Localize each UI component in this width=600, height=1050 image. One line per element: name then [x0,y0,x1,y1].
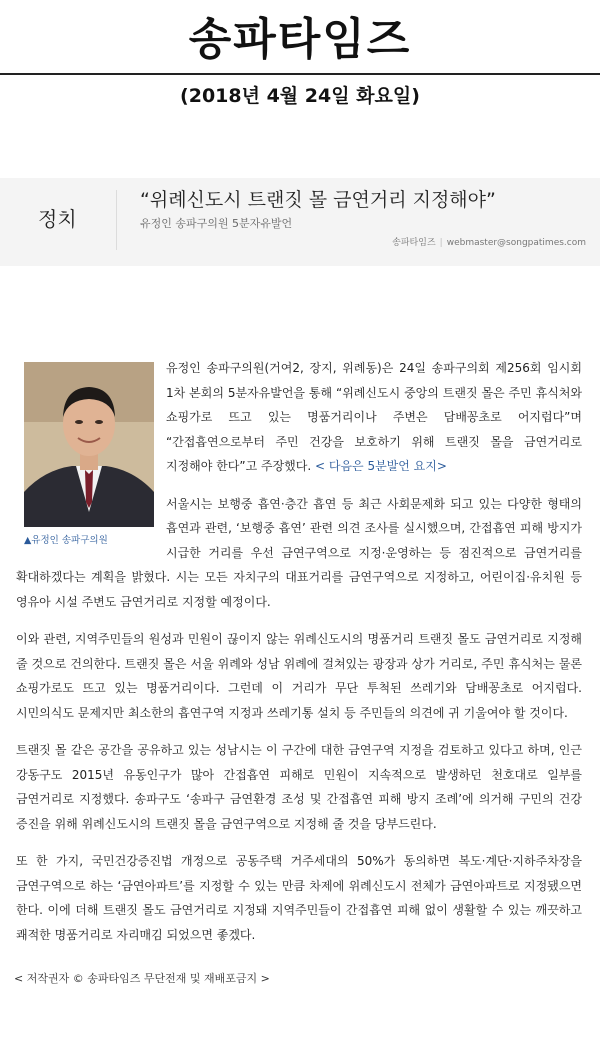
article-paragraph-4: 트랜짓 몰 같은 공간을 공유하고 있는 성남시는 이 구간에 대한 금연구역 지정을 검토하고 있다고 하며, 인근 강동구도 2015년 유동인구가 많아 간접흡연 피해로 민원이 지속적으로 발생하던 천호대로 일부를 금연거리로 지정했다. 송파구도 ‘송파구 금연환경 조성 및 간접흡연 피해 방지 조례’에 의거해 구민의 건강 증진을 위해 위례신도시의 트랜짓 몰을 금연구역으로 지정해 줄 것을 당부드린다. [16,743,582,831]
article-paragraph-3: 이와 관련, 지역주민들의 원성과 민원이 끊이지 않는 위례신도시의 명품거리 트랜짓 몰도 금연거리로 지정해 줄 것으로 건의한다. 트랜짓 몰은 서울 위례와 성남 위례에 걸쳐있는 광장과 상가 거리로, 주민 휴식처는 물론 쇼핑가로도 뜨고 있는 명품거리이다. 그런데 이 거리가 무단 투척된 쓰레기와 담배꽁초로 어지럽다. 시민의식도 문제지만 최소한의 흡연구역 지정과 쓰레기통 설치 등 주민들의 의견에 귀 기울여야 할 것이다. [16,632,582,720]
paragraph-1-text: 유정인 송파구의원(거여2, 장지, 위례동)은 24일 송파구의회 제256회 임시회 1차 본회의 5분자유발언을 통해 “위례신도시 중앙의 트랜짓 몰은 주민 휴식처와 쇼핑가로 뜨고 있는 명품거리이나 주변은 담배꽁초로 어지럽다”며 “간접흡연으로부터 주민 건강을 보호하기 위해 트랜짓 몰을 금연거리로 지정해야 한다”고 주장했다. [166,361,582,473]
article-header [0,178,600,266]
byline-separator: | [439,238,443,248]
header-divider [116,190,117,250]
article-subtitle: 유정인 송파구의원 5분자유발언 [140,217,293,230]
speech-summary-link[interactable]: < 다음은 5분발언 요지> [315,459,447,473]
byline-email[interactable]: webmaster@songpatimes.com [446,238,586,248]
article-byline [392,236,586,250]
portrait-photo [24,362,154,527]
section-label[interactable]: 정치 [38,207,77,231]
masthead-divider [0,73,600,75]
masthead [0,0,600,75]
article-paragraph-5: 또 한 가지, 국민건강증진법 개정으로 공동주택 거주세대의 50%가 동의하면 복도·계단·지하주차장을 금연구역으로 하는 ‘금연아파트’를 지정할 수 있는 만큼 차제에 위례신도시 전체가 금연아파트로 지정됐으면 한다. 이에 더해 트랜짓 몰도 금연거리로 지정돼 지역주민들이 간접흡연 피해 없이 생활할 수 있는 깨끗하고 쾌적한 명품거리로 자리매김 되었으면 좋겠다. [16,854,582,942]
site-logo[interactable]: 송파타임즈 [188,14,412,65]
photo-caption: ▲유정인 송파구의원 [24,535,108,546]
issue-date: (2018년 4월 24일 화요일) [180,85,420,107]
copyright-notice: < 저작권자 © 송파타임즈 무단전재 및 재배포금지 > [14,972,270,985]
portrait-illustration [24,362,154,527]
article-title: “위례신도시 트랜짓 몰 금연거리 지정해야” [140,189,496,211]
article-paragraph-2: 서울시는 보행중 흡연·층간 흡연 등 최근 사회문제화 되고 있는 다양한 형태의 흡연과 관련, ‘보행중 흡연’ 관련 의견 조사를 실시했으며, 간접흡연 피해 방지가 시급한 거리를 우선 금연구역으로 지정·운영하는 등 점진적으로 금연거리를 확대하겠다는 계획을 밝혔다. 시는 모든 자치구의 대표거리를 금연구역으로 지정하고, 어린이집·유치원 등 영유아 시설 주변도 금연거리로 지정할 예정이다. [16,496,582,609]
byline-source: 송파타임즈 [392,238,436,248]
